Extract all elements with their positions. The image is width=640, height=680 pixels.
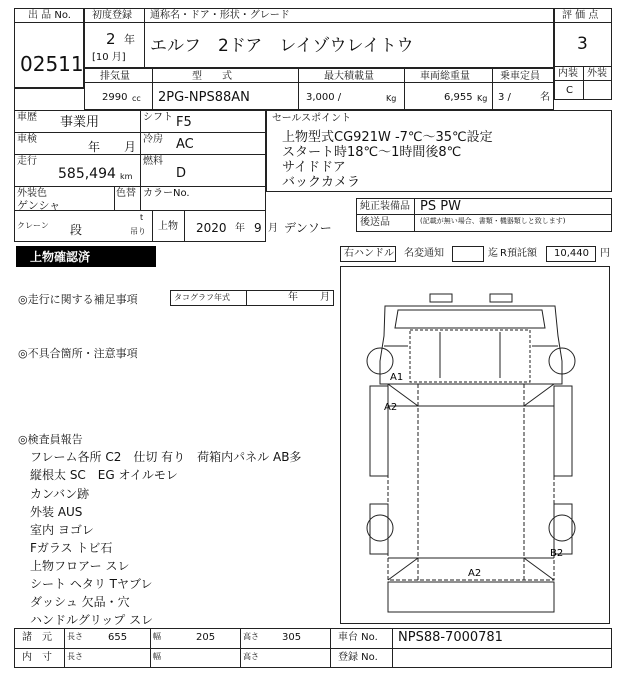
model-code-value: 2PG-NPS88AN [158,90,250,105]
truck-diagram [340,266,610,624]
lot-number: 02511 [20,52,84,76]
first-reg-year-unit: 年 [124,33,135,46]
body-month-unit: 月 [268,223,278,234]
mileage-unit: km [120,172,133,181]
width-value: 205 [196,632,216,643]
inspector-line-2: 縦根太 SC EG オイルモレ [30,468,178,482]
gross-weight-value: 6,955 [444,92,473,103]
sales-point-3: サイドドア [282,160,346,175]
aftermarket-note: (記載が無い場合、書類・機器類しと致します) [420,217,566,225]
capacity-value: 3 / [498,92,511,103]
defects-label: ◎不具合箇所・注意事項 [18,347,138,360]
recycle-label: R預託額 [500,248,537,259]
exterior-rating-label: 外装 [587,68,607,79]
tachograph-label: タコグラフ年式 [174,293,230,302]
notice-box [452,246,484,262]
fuel-value: D [176,166,187,181]
inspector-line-10: ハンドルグリップ スレ [30,613,154,627]
sales-point-1: 上物型式CG921W -7℃～35℃設定 [282,130,493,145]
reg-label: 登録 No. [338,652,378,663]
yen-label: 円 [600,248,610,259]
height-label: 高さ [243,632,259,641]
cooling-value: AC [176,137,194,152]
equipment-value: PS PW [420,199,461,214]
first-reg-label: 初度登録 [92,10,132,21]
tachograph-month-unit: 月 [320,292,330,303]
body-year: 2020 [196,221,227,235]
crane-label: クレーン [17,221,49,230]
rh-label: 右ハンドル [344,248,394,259]
interior-height-label: 高さ [243,652,259,661]
color-value: ゲンシャ [17,199,61,212]
model-name: エルフ 2ドア レイゾウレイトウ [150,36,414,56]
shift-label: シフト [143,112,173,123]
inspector-line-1: フレーム各所 C2 仕切 有り 荷箱内パネル AB多 [30,450,302,464]
body-label: 上物 [158,221,178,232]
color-label: 外装色 [17,188,47,199]
crane-dan: 段 [70,223,83,237]
inspector-label: ◎検査員報告 [18,433,83,446]
length-label: 長さ [67,632,83,641]
max-load-unit: Kg [386,94,397,103]
rating-value: 3 [577,34,588,54]
cab-outline [380,306,562,384]
displacement-value: 2990 [102,92,128,103]
gross-weight-label: 車両総重量 [420,71,470,82]
limit-label: 迄 [488,248,498,259]
capacity-label: 乗車定員 [500,71,540,82]
mark-a1: A1 [390,372,404,383]
interior-width-label: 幅 [153,652,161,661]
fuel-label: 燃料 [143,156,163,167]
rear-left-wheel [367,515,393,541]
inspection-month-unit: 月 [124,140,137,154]
history-label: 車歴 [17,112,37,123]
aftermarket-label: 後送品 [360,217,390,228]
length-value: 655 [108,632,128,643]
crane-ton-label: t [140,213,144,222]
right-mirror [490,294,512,302]
chassis-label: 車台 No. [338,632,378,643]
interior-dims-label: 内 寸 [22,652,52,663]
interior-rating-label: 内装 [558,68,578,79]
chassis-value: NPS88-7000781 [398,630,503,645]
inspection-label: 車検 [17,134,37,145]
inspector-line-8: シート ヘタリ Tヤブレ [30,577,153,591]
running-notes-label: ◎走行に関する補足事項 [18,293,138,306]
inspector-line-7: 上物フロアー スレ [30,559,130,573]
crane-tsuri: 吊り [130,227,146,236]
cooling-label: 冷房 [143,134,163,145]
width-label: 幅 [153,632,161,641]
shift-value: F5 [176,115,192,130]
mileage-label: 走行 [17,156,37,167]
inspector-line-6: Fガラス トビ石 [30,541,113,555]
interior-length-label: 長さ [67,652,83,661]
recycle-value: 10,440 [554,248,589,259]
specs-box [84,68,554,110]
inspector-line-4: 外装 AUS [30,505,83,519]
model-code-label: 型 式 [192,71,232,82]
spec-label: 諸 元 [22,632,52,643]
rating-label: 評 価 点 [562,10,599,21]
max-load-label: 最大積載量 [324,71,374,82]
interior-rating: C [566,85,573,96]
rear-right-wheel [549,515,575,541]
tachograph-year-unit: 年 [288,292,298,303]
body-confirmed-banner: 上物確認済 [16,246,156,267]
displacement-label: 排気量 [100,71,130,82]
inspector-line-3: カンバン跡 [30,487,90,501]
sales-points-label: セールスポイント [272,113,352,124]
notice-label: 名変通知 [404,248,444,259]
equipment-label: 純正装備品 [360,201,410,212]
max-load-value: 3,000 / [306,92,342,103]
first-reg-year: 2 [106,30,116,48]
displacement-unit: cc [132,94,141,103]
sales-point-4: バックカメラ [282,175,361,190]
mark-a2-rear: A2 [468,568,482,579]
lot-label: 出 品 No. [28,10,71,21]
sales-point-2: スタート時18℃～1時間後8℃ [282,145,462,160]
rear-panel [388,582,554,612]
history-value: 事業用 [60,115,100,130]
inspector-line-9: ダッシュ 欠品・穴 [30,595,130,609]
mark-a2-side: A2 [384,402,398,413]
mileage-value: 585,494 [58,166,116,182]
cargo-body [388,384,554,580]
inspector-line-5: 室内 ヨゴレ [30,523,94,537]
capacity-unit: 名 [540,92,550,103]
mark-b2: B2 [550,548,564,559]
color-code-label: 色替 [116,188,136,199]
inspection-year-unit: 年 [88,140,101,154]
gross-weight-unit: Kg [477,94,488,103]
model-header: 通称名・ドア・形状・グレード [150,10,290,21]
body-month: 9 [254,221,262,235]
body-maker: デンソー [284,221,332,235]
body-year-unit: 年 [235,223,245,234]
first-reg-month: [10 月] [92,52,126,63]
color-no-label: カラーNo. [143,188,190,199]
height-value: 305 [282,632,302,643]
left-mirror [430,294,452,302]
